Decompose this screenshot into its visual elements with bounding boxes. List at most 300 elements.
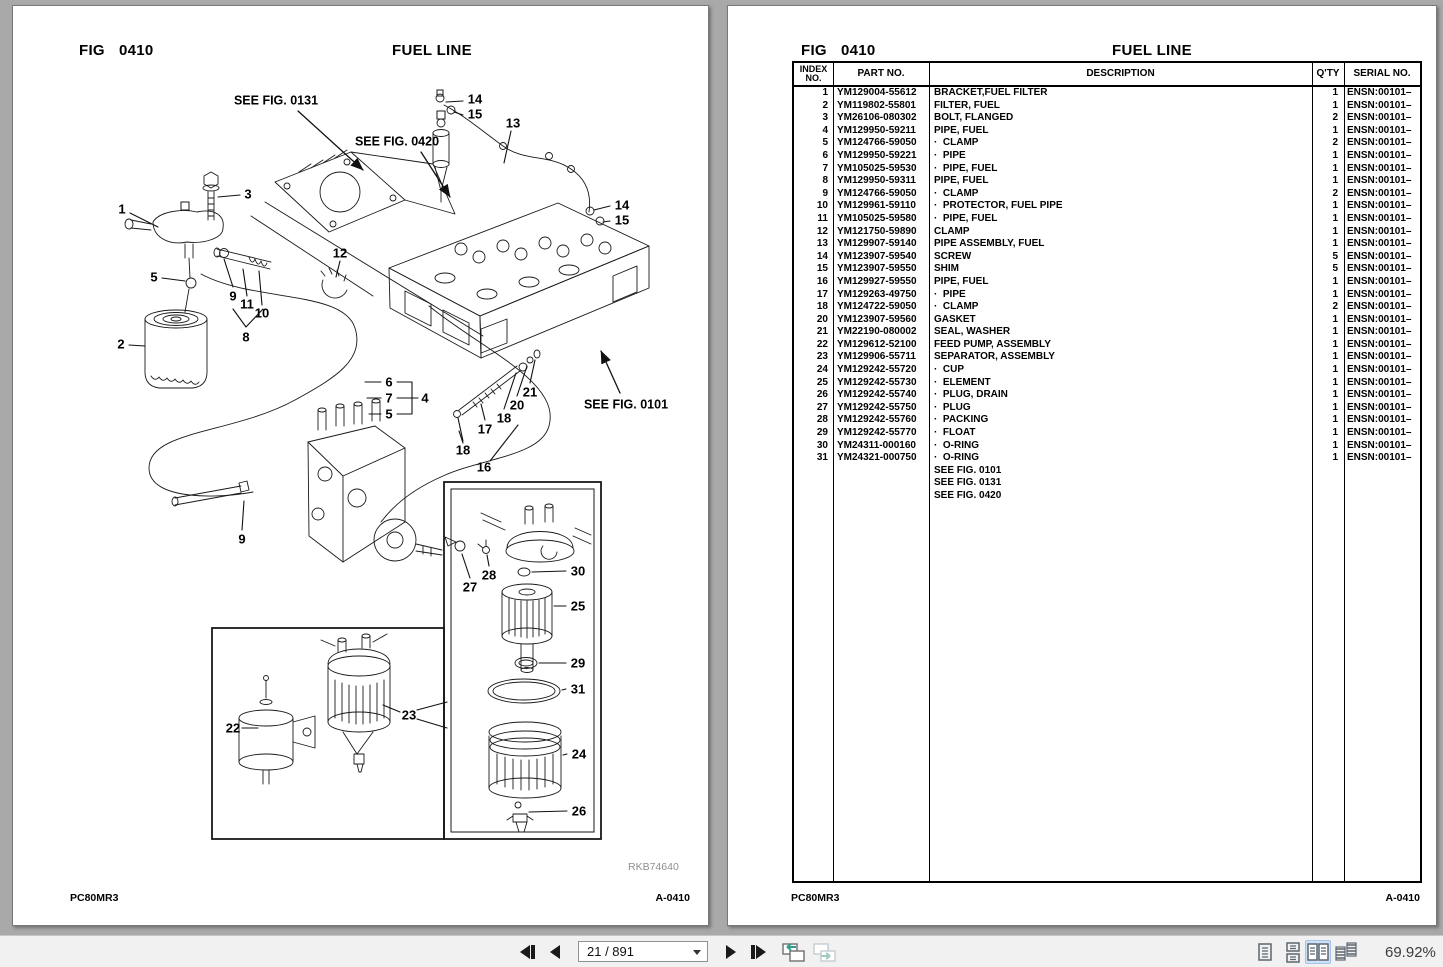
table-row <box>794 477 1420 490</box>
facing-view-button[interactable] <box>1305 940 1331 964</box>
callout-leader-line <box>481 404 485 420</box>
cell-qty: 1 <box>1332 427 1338 439</box>
cell-qty: 5 <box>1332 250 1338 262</box>
table-row <box>794 213 1420 226</box>
cell-description: · CLAMP <box>934 137 979 149</box>
next-page-icon <box>722 944 738 960</box>
cell-qty <box>1312 490 1344 503</box>
callout-label: 15 <box>467 106 483 122</box>
fig-number: 0410 <box>841 42 876 59</box>
pipe9-drawing <box>172 481 249 506</box>
cell-index: 6 <box>822 149 828 161</box>
cell-serial: ENSN:00101– <box>1347 364 1412 376</box>
injection-pump-drawing <box>308 399 442 562</box>
callout-label: 12 <box>332 245 348 261</box>
filter-head-drawing <box>125 202 223 312</box>
cell-description: · PIPE, FUEL <box>934 212 998 224</box>
see-fig-arrow <box>601 351 620 393</box>
table-row <box>794 289 1420 302</box>
cell-qty: 1 <box>1332 338 1338 350</box>
callout-label: 5 <box>150 269 158 285</box>
cell-description: · ELEMENT <box>934 376 991 388</box>
callout-label: 16 <box>476 459 492 475</box>
callout-label: 5 <box>385 406 393 422</box>
callout-label: 25 <box>570 598 586 614</box>
cell-description: SCREW <box>934 250 972 262</box>
injector-drawing <box>433 111 449 202</box>
fuel-hoses-drawing <box>149 274 550 522</box>
cell-description: BOLT, FLANGED <box>934 112 1014 124</box>
single-page-view-button[interactable] <box>1252 940 1278 964</box>
pipe-segment-drawing <box>214 248 271 269</box>
fuel-line-diagram <box>13 6 710 926</box>
cell-qty: 2 <box>1332 137 1338 149</box>
cell-qty: 1 <box>1332 414 1338 426</box>
cell-index: 2 <box>822 99 828 111</box>
cell-index: 16 <box>816 275 828 287</box>
table-row <box>794 263 1420 276</box>
cell-description: SEAL, WASHER <box>934 326 1011 338</box>
cell-serial: ENSN:00101– <box>1347 338 1412 350</box>
cell-qty <box>1312 477 1344 490</box>
callout-label: 2 <box>117 336 125 352</box>
table-row <box>794 150 1420 163</box>
see-fig-arrow <box>298 111 363 170</box>
page-right-parts-list <box>727 5 1437 926</box>
callout-label: 7 <box>385 390 393 406</box>
cell-part-no: YM121750-59890 <box>837 225 917 237</box>
callout-label: 17 <box>477 421 493 437</box>
table-row <box>794 100 1420 113</box>
callout-label: 9 <box>238 531 246 547</box>
cell-qty: 1 <box>1332 175 1338 187</box>
callout-label: 14 <box>467 91 483 107</box>
page-title: FUEL LINE <box>1112 42 1192 59</box>
cell-serial: ENSN:00101– <box>1347 124 1412 136</box>
cell-index: 9 <box>822 187 828 199</box>
cell-serial: ENSN:00101– <box>1347 452 1412 464</box>
cell-qty: 1 <box>1332 200 1338 212</box>
page-code: A-0410 <box>1385 892 1420 904</box>
fuel-filter-drawing <box>145 310 207 388</box>
table-row <box>794 364 1420 377</box>
table-row <box>794 276 1420 289</box>
continuous-view-icon <box>1281 941 1305 963</box>
cell-index <box>794 465 833 478</box>
cell-qty: 2 <box>1332 187 1338 199</box>
cell-serial: ENSN:00101– <box>1347 162 1412 174</box>
header-qty: Q'TY <box>1316 68 1340 79</box>
cell-index: 22 <box>816 338 828 350</box>
cell-part-no: YM124722-59050 <box>837 301 917 313</box>
cell-description: · O-RING <box>934 439 979 451</box>
callout-leader-line <box>129 345 145 346</box>
header-description: DESCRIPTION <box>1086 68 1155 79</box>
table-header-row <box>794 63 1420 87</box>
cell-part-no: YM26106-080302 <box>837 112 917 124</box>
page-number-combobox[interactable] <box>578 941 708 962</box>
cell-qty: 1 <box>1332 376 1338 388</box>
callout-label: 15 <box>614 212 630 228</box>
callout-label: 31 <box>570 681 586 697</box>
callout-leader-line <box>529 811 567 812</box>
cell-part-no: YM129242-55750 <box>837 401 917 413</box>
header-part-no: PART NO. <box>857 68 905 79</box>
single-page-view-icon <box>1253 941 1277 963</box>
cell-part-no: YM129950-59211 <box>837 124 916 136</box>
first-page-icon <box>518 944 538 960</box>
callout-leader-line <box>243 269 247 296</box>
cell-serial: ENSN:00101– <box>1347 99 1412 111</box>
return-pipe-drawing <box>436 90 604 225</box>
callout-leader-line <box>218 195 240 197</box>
cell-part-no: YM129004-55612 <box>837 87 917 98</box>
cell-index: 4 <box>822 124 828 136</box>
cell-index: 30 <box>816 439 828 451</box>
table-row <box>794 402 1420 415</box>
table-row <box>794 326 1420 339</box>
bottom-toolbar <box>0 935 1443 967</box>
cell-qty: 1 <box>1332 99 1338 111</box>
table-row <box>794 377 1420 390</box>
table-row <box>794 427 1420 440</box>
see-fig-label: SEE FIG. 0420 <box>354 134 440 149</box>
table-row <box>794 226 1420 239</box>
callout-leader-line <box>242 501 244 530</box>
cell-description: · CLAMP <box>934 187 979 199</box>
cell-index: 10 <box>816 200 828 212</box>
cell-part-no: YM123907-59550 <box>837 263 917 275</box>
callout-leader-line <box>162 278 185 281</box>
cell-description: PIPE ASSEMBLY, FUEL <box>934 238 1045 250</box>
facing-view-icon <box>1306 941 1330 963</box>
cell-part-no: YM105025-59580 <box>837 212 917 224</box>
cell-index: 15 <box>816 263 828 275</box>
table-row <box>794 414 1420 427</box>
cell-part-no: YM129263-49750 <box>837 288 917 300</box>
cell-index: 29 <box>816 427 828 439</box>
cell-description: · PIPE, FUEL <box>934 162 998 174</box>
continuous-facing-view-button[interactable] <box>1333 940 1359 964</box>
cell-serial: ENSN:00101– <box>1347 275 1412 287</box>
header-index: INDEX NO. <box>799 63 828 83</box>
cell-serial: ENSN:00101– <box>1347 401 1412 413</box>
page-left-diagram <box>12 5 709 926</box>
cell-serial: ENSN:00101– <box>1347 250 1412 262</box>
cell-index: 23 <box>816 351 828 363</box>
cell-part-no: YM119802-55801 <box>837 99 916 111</box>
cell-part-no: YM129961-59110 <box>837 200 916 212</box>
cell-qty: 2 <box>1332 112 1338 124</box>
cell-serial: ENSN:00101– <box>1347 137 1412 149</box>
cell-index <box>794 490 833 503</box>
callout-label: 24 <box>571 746 587 762</box>
callout-label: 22 <box>225 720 241 736</box>
cell-description: SEE FIG. 0101 <box>934 464 1002 476</box>
callout-label: 28 <box>481 567 497 583</box>
cell-qty: 2 <box>1332 301 1338 313</box>
callout-label: 26 <box>571 803 587 819</box>
cell-part-no <box>833 477 929 490</box>
cell-part-no: YM129906-55711 <box>837 351 916 363</box>
callout-leader-line <box>130 213 158 227</box>
cell-description: CLAMP <box>934 225 970 237</box>
cell-serial: ENSN:00101– <box>1347 87 1412 98</box>
cell-description: · PACKING <box>934 414 989 426</box>
cell-index: 24 <box>816 364 828 376</box>
table-row <box>794 125 1420 138</box>
cell-part-no: YM129950-59311 <box>837 175 916 187</box>
cell-qty: 1 <box>1332 452 1338 464</box>
table-row <box>794 175 1420 188</box>
see-fig-label: SEE FIG. 0101 <box>583 397 669 412</box>
page-title: FUEL LINE <box>392 42 472 59</box>
fig-label: FIG <box>79 42 105 59</box>
table-row <box>794 465 1420 478</box>
callout-label: 10 <box>254 305 270 321</box>
callout-label: 29 <box>570 655 586 671</box>
zoom-level-indicator[interactable]: 69.92% <box>1385 944 1436 961</box>
cell-serial <box>1344 490 1420 503</box>
cell-serial: ENSN:00101– <box>1347 149 1412 161</box>
bolt-drawing <box>203 172 219 220</box>
cell-serial: ENSN:00101– <box>1347 187 1412 199</box>
cylinder-head-drawing <box>389 203 649 358</box>
table-row <box>794 440 1420 453</box>
cell-index: 21 <box>816 326 828 338</box>
parts-table-rows <box>794 87 1420 503</box>
callout-leader-line <box>259 271 262 305</box>
cell-index: 12 <box>816 225 828 237</box>
callout-leader-line <box>446 101 463 102</box>
cell-part-no: YM129927-59550 <box>837 275 917 287</box>
cell-part-no: YM123907-59540 <box>837 250 917 262</box>
model-code: PC80MR3 <box>791 892 840 904</box>
callout-label: 18 <box>455 442 471 458</box>
cell-qty: 1 <box>1332 351 1338 363</box>
table-row <box>794 238 1420 251</box>
continuous-view-button[interactable] <box>1280 940 1306 964</box>
cell-qty <box>1312 465 1344 478</box>
cell-serial: ENSN:00101– <box>1347 439 1412 451</box>
callout-label: 1 <box>118 201 126 217</box>
cell-qty: 1 <box>1332 149 1338 161</box>
clamp-clip-drawing <box>321 268 347 298</box>
fig-number: 0410 <box>119 42 154 59</box>
cell-serial: ENSN:00101– <box>1347 414 1412 426</box>
table-row <box>794 200 1420 213</box>
cell-part-no: YM105025-59530 <box>837 162 917 174</box>
cell-serial <box>1344 477 1420 490</box>
cell-part-no: YM129612-52100 <box>837 338 917 350</box>
callout-leader-line <box>458 418 463 441</box>
callout-brackets <box>233 309 518 728</box>
model-code: PC80MR3 <box>70 892 119 904</box>
next-view-icon <box>812 942 838 962</box>
cell-part-no: YM129907-59140 <box>837 238 917 250</box>
cell-serial: ENSN:00101– <box>1347 112 1412 124</box>
cell-part-no: YM22190-080002 <box>837 326 917 338</box>
callout-leader-line <box>383 705 400 712</box>
callout-label: 20 <box>509 397 525 413</box>
cell-description: PIPE, FUEL <box>934 275 989 287</box>
callout-leader-line <box>462 554 470 578</box>
cell-index: 20 <box>816 313 828 325</box>
cell-qty: 1 <box>1332 225 1338 237</box>
cell-index: 31 <box>816 452 828 464</box>
callout-label: 3 <box>244 186 252 202</box>
callout-label: 14 <box>614 197 630 213</box>
next-page-button[interactable] <box>722 942 738 964</box>
next-view-button[interactable] <box>812 942 838 964</box>
cell-qty: 1 <box>1332 401 1338 413</box>
cell-description: BRACKET,FUEL FILTER <box>934 87 1048 98</box>
flange-plate-drawing <box>251 150 483 336</box>
callout-leader-line <box>487 555 489 566</box>
cell-description: SHIM <box>934 263 959 275</box>
cell-part-no: YM129242-55740 <box>837 389 917 401</box>
fig-label: FIG <box>801 42 827 59</box>
cell-index: 25 <box>816 376 828 388</box>
callout-leader-line <box>532 571 566 572</box>
cell-index: 17 <box>816 288 828 300</box>
cell-part-no: YM129950-59221 <box>837 149 917 161</box>
last-page-icon <box>748 944 768 960</box>
cell-description: · O-RING <box>934 452 979 464</box>
cell-serial: ENSN:00101– <box>1347 376 1412 388</box>
cell-part-no: YM129242-55760 <box>837 414 917 426</box>
cell-part-no: YM123907-59560 <box>837 313 917 325</box>
cell-serial: ENSN:00101– <box>1347 313 1412 325</box>
cell-part-no: YM124766-59050 <box>837 137 917 149</box>
table-row <box>794 87 1420 100</box>
cell-serial: ENSN:00101– <box>1347 427 1412 439</box>
filters-inset-box <box>212 628 444 839</box>
cell-part-no: YM129242-55770 <box>837 427 917 439</box>
table-row <box>794 112 1420 125</box>
callout-leader-line <box>594 206 610 210</box>
cell-description: PIPE, FUEL <box>934 124 989 136</box>
table-row <box>794 163 1420 176</box>
table-row <box>794 301 1420 314</box>
callout-label: 27 <box>462 579 478 595</box>
last-page-button[interactable] <box>748 942 768 964</box>
cell-qty: 1 <box>1332 87 1338 98</box>
cell-index: 8 <box>822 175 828 187</box>
callout-leader-line <box>530 360 535 383</box>
cell-index: 28 <box>816 414 828 426</box>
cell-qty: 1 <box>1332 275 1338 287</box>
cell-serial: ENSN:00101– <box>1347 175 1412 187</box>
cell-index: 13 <box>816 238 828 250</box>
see-fig-arrow <box>421 152 450 197</box>
cell-index: 14 <box>816 250 828 262</box>
table-row <box>794 351 1420 364</box>
cell-description: · PLUG, DRAIN <box>934 389 1008 401</box>
cell-qty: 1 <box>1332 439 1338 451</box>
cell-description: · PROTECTOR, FUEL PIPE <box>934 200 1063 212</box>
table-row <box>794 137 1420 150</box>
cell-index <box>794 477 833 490</box>
continuous-facing-view-icon <box>1334 941 1358 963</box>
cell-qty: 1 <box>1332 238 1338 250</box>
cell-serial: ENSN:00101– <box>1347 288 1412 300</box>
cell-index: 1 <box>822 87 828 98</box>
cell-qty: 1 <box>1332 288 1338 300</box>
cell-part-no <box>833 490 929 503</box>
previous-view-button[interactable] <box>781 942 807 964</box>
callout-label: 23 <box>401 707 417 723</box>
cell-description: · FLOAT <box>934 427 976 439</box>
cell-part-no: YM24321-000750 <box>837 452 917 464</box>
parts-table <box>792 61 1422 883</box>
table-row <box>794 389 1420 402</box>
cell-part-no: YM124766-59050 <box>837 187 917 199</box>
cell-serial: ENSN:00101– <box>1347 301 1412 313</box>
cell-part-no <box>833 465 929 478</box>
cell-serial: ENSN:00101– <box>1347 263 1412 275</box>
cell-description: SEE FIG. 0420 <box>934 490 1002 501</box>
page-indicator: 21 / 891 <box>587 944 634 959</box>
cell-serial: ENSN:00101– <box>1347 200 1412 212</box>
callout-label: 8 <box>242 329 250 345</box>
first-page-button[interactable] <box>518 942 538 964</box>
previous-page-icon <box>548 944 564 960</box>
table-row <box>794 452 1420 465</box>
table-row <box>794 339 1420 352</box>
callout-label: 11 <box>240 296 254 312</box>
cell-serial <box>1344 465 1420 478</box>
callout-label: 4 <box>421 390 429 406</box>
callout-leader-line <box>224 259 233 287</box>
cell-part-no: YM24311-000160 <box>837 439 916 451</box>
cell-qty: 5 <box>1332 263 1338 275</box>
callout-label: 21 <box>522 384 538 400</box>
callout-label: 30 <box>570 563 586 579</box>
cell-description: · CUP <box>934 364 964 376</box>
cell-description: · CLAMP <box>934 301 979 313</box>
table-row <box>794 314 1420 327</box>
cell-description: SEPARATOR, ASSEMBLY <box>934 351 1055 363</box>
table-row <box>794 251 1420 264</box>
cell-index: 11 <box>817 212 828 224</box>
cell-description: · PIPE <box>934 149 966 161</box>
cell-description: · PLUG <box>934 401 971 413</box>
cell-serial: ENSN:00101– <box>1347 238 1412 250</box>
cell-description: GASKET <box>934 313 976 325</box>
cell-index: 7 <box>822 162 828 174</box>
cell-index: 26 <box>816 389 828 401</box>
cell-qty: 1 <box>1332 313 1338 325</box>
cell-serial: ENSN:00101– <box>1347 326 1412 338</box>
cell-description: · PIPE <box>934 288 966 300</box>
previous-page-button[interactable] <box>548 942 564 964</box>
combobox-caret-icon <box>693 950 701 955</box>
cell-qty: 1 <box>1332 326 1338 338</box>
cell-description: FEED PUMP, ASSEMBLY <box>934 338 1051 350</box>
cell-part-no: YM129242-55730 <box>837 376 917 388</box>
cell-index: 3 <box>822 112 828 124</box>
cell-part-no: YM129242-55720 <box>837 364 917 376</box>
page-code: A-0410 <box>655 892 690 904</box>
see-fig-label: SEE FIG. 0131 <box>233 93 319 108</box>
callout-leader-line <box>563 754 567 755</box>
callout-label: 9 <box>229 288 237 304</box>
table-row <box>794 490 1420 503</box>
drawing-code: RKB74640 <box>628 861 679 873</box>
previous-view-icon <box>781 942 807 962</box>
table-row <box>794 188 1420 201</box>
